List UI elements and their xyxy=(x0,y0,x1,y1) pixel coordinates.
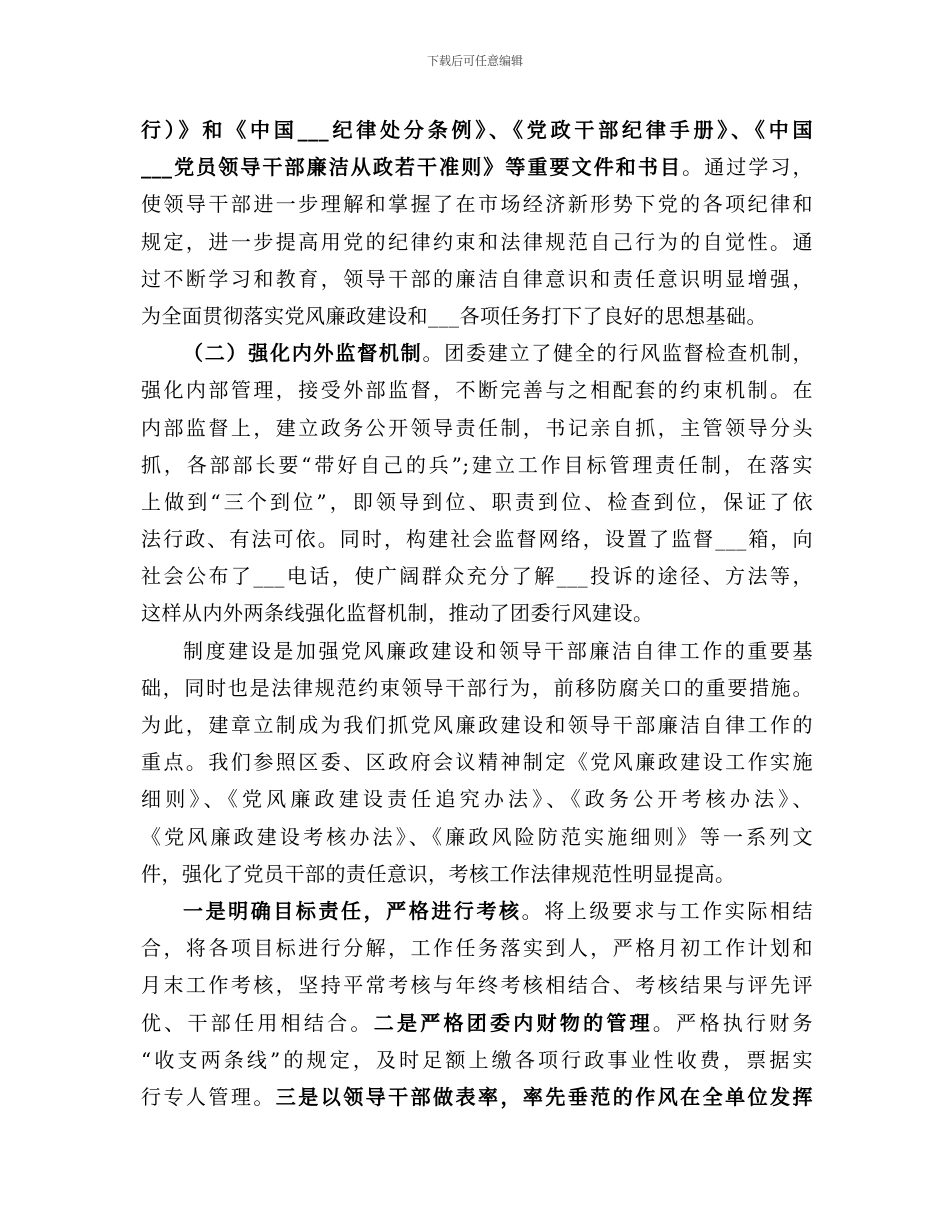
text-line: 制度建设是加强党风廉政建设和领导干部廉洁自律工作的重要基 xyxy=(183,638,813,663)
document-body xyxy=(141,112,813,1116)
text-line: 法行政、有法可依。同时，构建社会监督网络，设置了监督___箱，向 xyxy=(141,527,813,552)
text-line: 强化内部管理，接受外部监督，不断完善与之相配套的约束机制。在 xyxy=(141,378,813,403)
text-line: 规定，进一步提高用党的纪律约束和法律规范自己行为的自觉性。通 xyxy=(141,229,813,254)
text-line: 优、干部任用相结合。二是严格团委内财物的管理。严格执行财务 xyxy=(141,1010,814,1035)
text-line: 过不断学习和教育，领导干部的廉洁自律意识和责任意识明显增强， xyxy=(141,266,813,291)
text-line: 上做到“三个到位”，即领导到位、职责到位、检查到位，保证了依 xyxy=(141,489,813,514)
text-line: 一是明确目标责任，严格进行考核。将上级要求与工作实际相结 xyxy=(183,898,814,923)
text-line: 这样从内外两条线强化监督机制，推动了团委行风建设。 xyxy=(141,601,654,626)
text-line: 行）》和《中国___纪律处分条例》、《党政干部纪律手册》、《中国 xyxy=(141,118,813,142)
text-line: 细则》、《党风廉政建设责任追究办法》、《政务公开考核办法》、 xyxy=(141,787,813,812)
text-line: 月末工作考核，坚持平常考核与年终考核相结合、考核结果与评先评 xyxy=(141,973,813,998)
text-line: “收支两条线”的规定，及时足额上缴各项行政事业性收费，票据实 xyxy=(141,1047,813,1072)
text-line: 为此，建章立制成为我们抓党风廉政建设和领导干部廉洁自律工作的 xyxy=(141,713,813,737)
text-line: 使领导干部进一步理解和掌握了在市场经济新形势下党的各项纪律和 xyxy=(141,192,813,217)
text-line: ___党员领导干部廉洁从政若干准则》等重要文件和书目。通过学习， xyxy=(141,155,814,180)
text-line: 抓，各部部长要“带好自己的兵”;建立工作目标管理责任制，在落实 xyxy=(141,452,813,477)
text-line: 行专人管理。三是以领导干部做表率，率先垂范的作风在全单位发挥 xyxy=(141,1084,814,1109)
text-line: 件，强化了党员干部的责任意识，考核工作法律规范性明显提高。 xyxy=(141,861,736,886)
text-line: （二）强化内外监督机制。团委建立了健全的行风监督检查机制， xyxy=(183,341,814,366)
text-line: 合，将各项目标进行分解，工作任务落实到人，严格月初工作计划和 xyxy=(141,936,813,961)
text-line: 重点。我们参照区委、区政府会议精神制定《党风廉政建设工作实施 xyxy=(141,750,813,775)
page-header: 下载后可任意编辑 xyxy=(426,54,523,68)
text-line: 础，同时也是法律规范约束领导干部行为，前移防腐关口的重要措施。 xyxy=(141,675,813,700)
text-line: 为全面贯彻落实党风廉政建设和___各项任务打下了良好的思想基础。 xyxy=(141,303,767,328)
text-line: 《党风廉政建设考核办法》、《廉政风险防范实施细则》等一系列文 xyxy=(141,824,813,849)
text-line: 社会公布了___电话，使广阔群众充分了解___投诉的途径、方法等， xyxy=(141,564,813,589)
text-line: 内部监督上，建立政务公开领导责任制，书记亲自抓，主管领导分头 xyxy=(141,415,813,440)
